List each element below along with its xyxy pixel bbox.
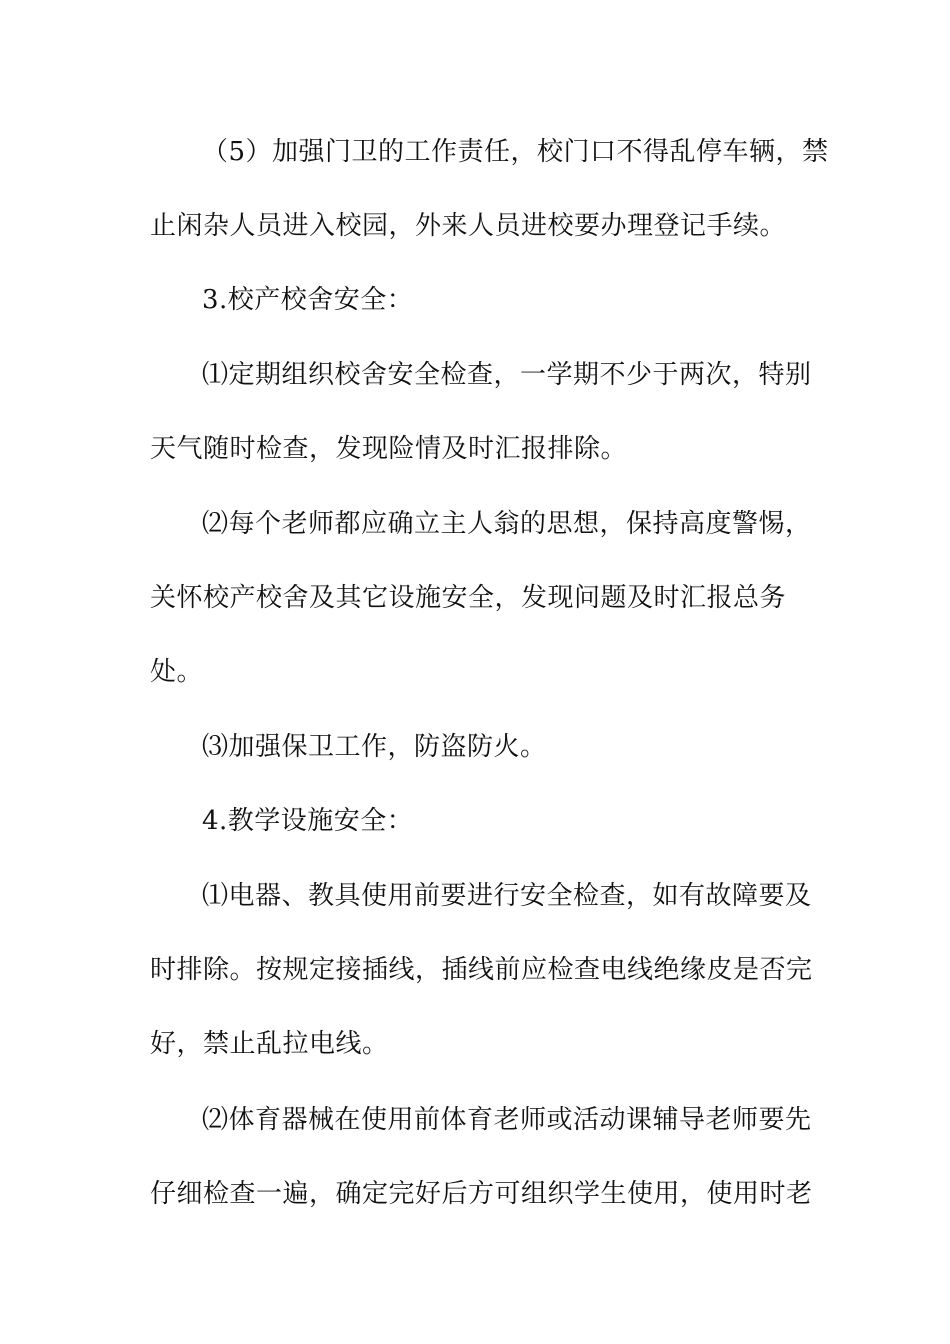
paragraph-line: 时排除。按规定接插线，插线前应检查电线绝缘皮是否完 bbox=[150, 955, 813, 985]
paragraph-line: （5）加强门卫的工作责任，校门口不得乱停车辆，禁 bbox=[202, 137, 829, 167]
paragraph-line: ⑴定期组织校舍安全检查，一学期不少于两次，特别 bbox=[202, 360, 812, 390]
paragraph-line: 天气随时检查，发现险情及时汇报排除。 bbox=[150, 434, 628, 464]
paragraph-line: 仔细检查一遍，确定完好后方可组织学生使用，使用时老 bbox=[150, 1179, 813, 1209]
paragraph-line: ⑵体育器械在使用前体育老师或活动课辅导老师要先 bbox=[202, 1105, 812, 1135]
paragraph-line: 止闲杂人员进入校园，外来人员进校要办理登记手续。 bbox=[150, 211, 787, 241]
section-heading: 4.教学设施安全： bbox=[202, 806, 414, 836]
paragraph-line: ⑶加强保卫工作，防盗防火。 bbox=[202, 732, 547, 762]
paragraph-line: ⑴电器、教具使用前要进行安全检查，如有故障要及 bbox=[202, 881, 812, 911]
paragraph-line: 关怀校产校舍及其它设施安全，发现问题及时汇报总务 bbox=[150, 583, 787, 613]
paragraph-line: 好，禁止乱拉电线。 bbox=[150, 1029, 389, 1059]
paragraph-line: ⑵每个老师都应确立主人翁的思想，保持高度警惕， bbox=[202, 509, 812, 539]
paragraph-line: 处。 bbox=[150, 657, 204, 687]
section-heading: 3.校产校舍安全： bbox=[202, 285, 414, 315]
